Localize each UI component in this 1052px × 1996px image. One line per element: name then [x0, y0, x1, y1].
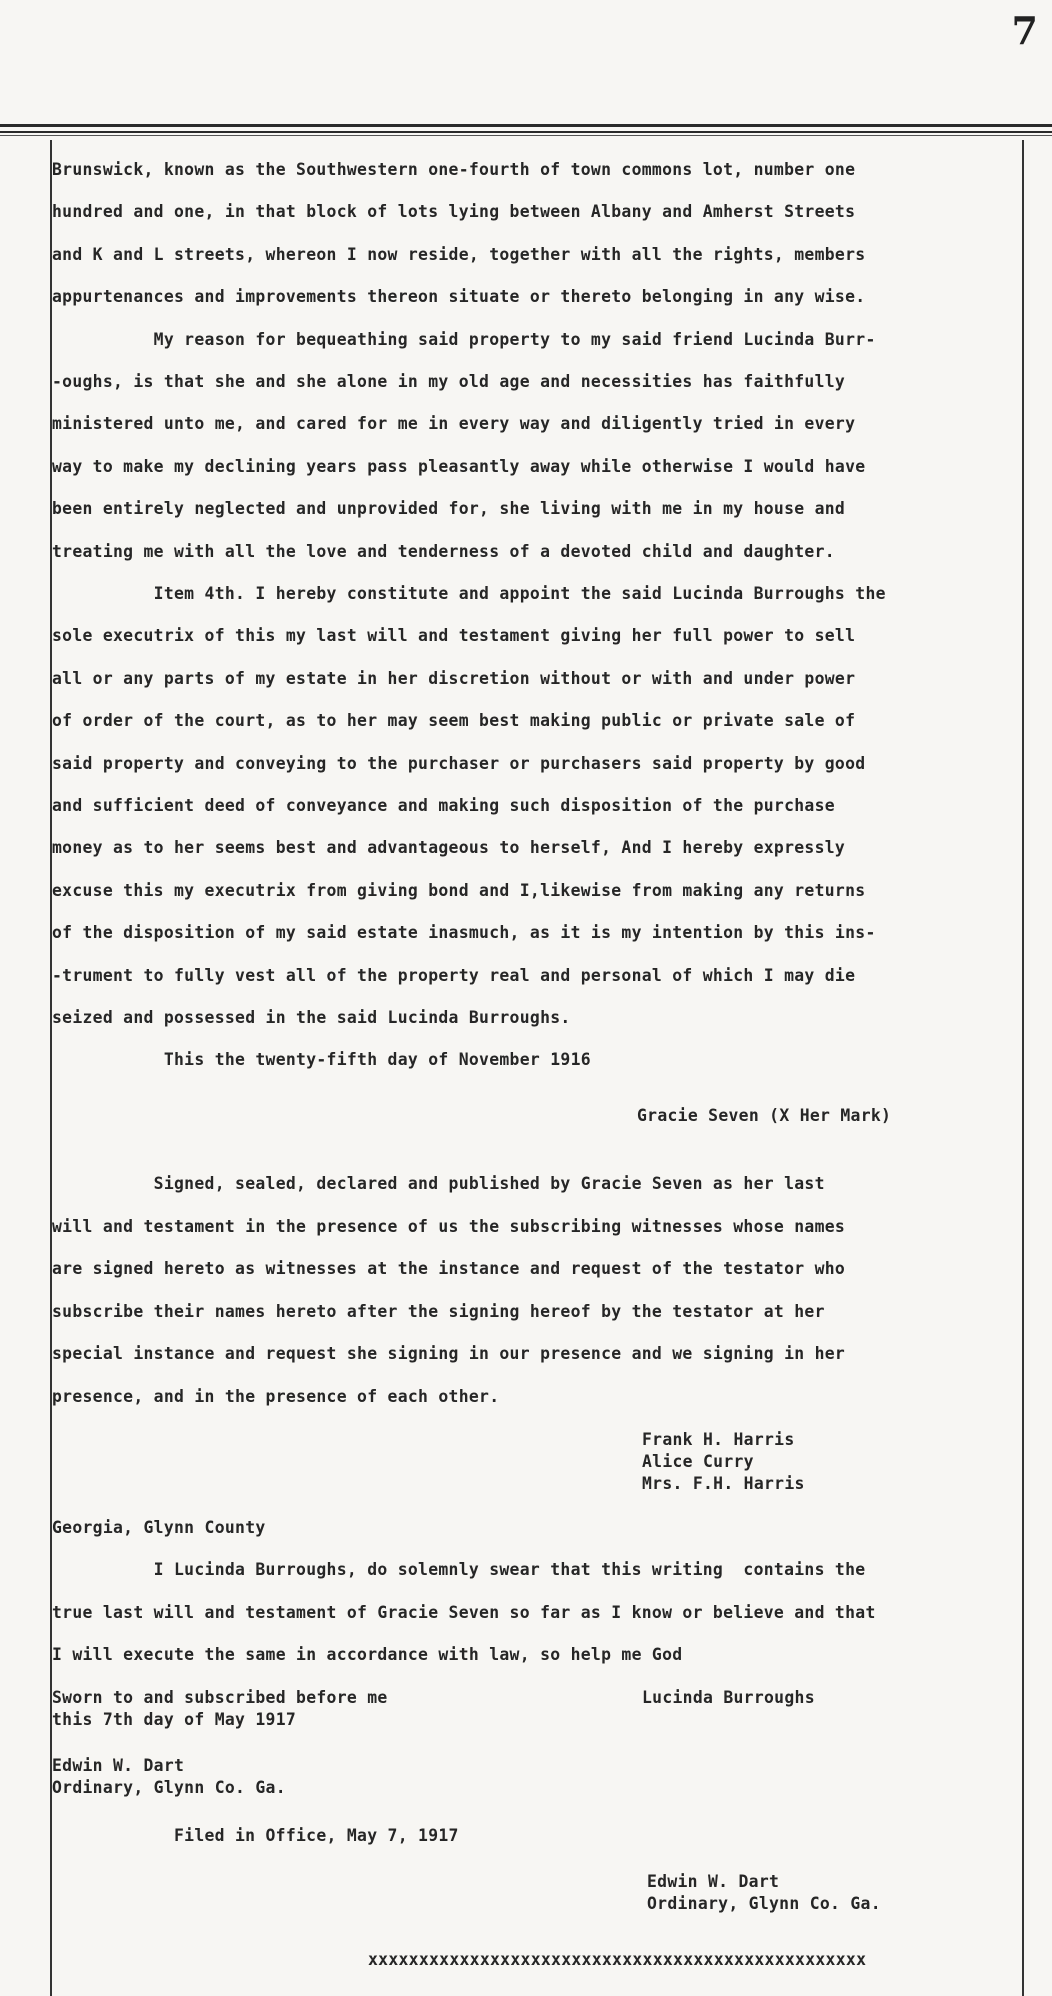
oath-line: true last will and testament of Gracie Seven so far as I know or believe and that — [52, 1603, 876, 1622]
will-line: seized and possessed in the said Lucinda Burroughs. — [52, 1008, 571, 1027]
attestation-line: will and testament in the presence of us the subscribing witnesses whose names — [52, 1217, 846, 1236]
will-line: of the disposition of my said estate inasmuch, as it is my intention by this ins- — [52, 923, 876, 942]
will-line: said property and conveying to the purchaser or purchasers said property by good — [52, 754, 866, 773]
will-line: hundred and one, in that block of lots lying between Albany and Amherst Streets — [52, 202, 856, 221]
oath-line: I will execute the same in accordance with law, so help me God — [52, 1645, 683, 1664]
will-line: Brunswick, known as the Southwestern one-fourth of town commons lot, number one — [52, 160, 856, 179]
testator-signature: Gracie Seven (X Her Mark) — [637, 1106, 892, 1125]
header-thin-rule — [0, 135, 1052, 136]
closing-x-rule: xxxxxxxxxxxxxxxxxxxxxxxxxxxxxxxxxxxxxxxxxxxxxxxxx — [368, 1950, 867, 1969]
sworn-line: this 7th day of May 1917 — [52, 1710, 297, 1729]
witness-signature: Frank H. Harris — [642, 1430, 795, 1449]
oath-heading: Georgia, Glynn County — [52, 1518, 266, 1537]
will-line: -oughs, is that she and she alone in my old age and necessities has faithfully — [52, 372, 846, 391]
will-line: sole executrix of this my last will and testament giving her full power to sell — [52, 626, 856, 645]
date-line: This the twenty-fifth day of November 1916 — [52, 1050, 591, 1069]
page-number: 7 — [1011, 8, 1038, 53]
attestation-line: subscribe their names hereto after the signing hereof by the testator at her — [52, 1302, 825, 1321]
executrix-signature: Lucinda Burroughs — [642, 1688, 815, 1707]
right-margin-rule — [1022, 140, 1024, 1996]
sworn-line: Sworn to and subscribed before me — [52, 1688, 388, 1707]
attestation-line: Signed, sealed, declared and published by Gracie Seven as her last — [52, 1174, 825, 1193]
will-line: been entirely neglected and unprovided for, she living with me in my house and — [52, 499, 846, 518]
attestation-line: are signed hereto as witnesses at the instance and request of the testator who — [52, 1259, 846, 1278]
filed-line: Filed in Office, May 7, 1917 — [174, 1826, 459, 1845]
will-line: My reason for bequeathing said property to my said friend Lucinda Burr- — [52, 330, 876, 349]
attestation-line: presence, and in the presence of each other. — [52, 1387, 500, 1406]
ordinary-line: Ordinary, Glynn Co. Ga. — [52, 1778, 286, 1797]
attestation-line: special instance and request she signing in our presence and we signing in her — [52, 1344, 846, 1363]
will-line: appurtenances and improvements thereon situate or thereto belonging in any wise. — [52, 287, 866, 306]
will-line: and sufficient deed of conveyance and making such disposition of the purchase — [52, 796, 835, 815]
will-line: money as to her seems best and advantageous to herself, And I hereby expressly — [52, 838, 846, 857]
will-line: of order of the court, as to her may seem best making public or private sale of — [52, 711, 856, 730]
will-line: excuse this my executrix from giving bond and I,likewise from making any returns — [52, 881, 866, 900]
witness-signature: Mrs. F.H. Harris — [642, 1474, 805, 1493]
ordinary-line: Edwin W. Dart — [52, 1756, 185, 1775]
final-signature: Edwin W. Dart — [647, 1872, 780, 1891]
witness-signature: Alice Curry — [642, 1452, 754, 1471]
header-double-rule — [0, 124, 1052, 133]
will-line: ministered unto me, and cared for me in every way and diligently tried in every — [52, 414, 856, 433]
final-signature: Ordinary, Glynn Co. Ga. — [647, 1894, 881, 1913]
will-line: all or any parts of my estate in her discretion without or with and under power — [52, 669, 856, 688]
will-line: -trument to fully vest all of the property real and personal of which I may die — [52, 966, 856, 985]
will-line: treating me with all the love and tenderness of a devoted child and daughter. — [52, 542, 835, 561]
will-line: way to make my declining years pass pleasantly away while otherwise I would have — [52, 457, 866, 476]
oath-line: I Lucinda Burroughs, do solemnly swear that this writing contains the — [52, 1560, 866, 1579]
will-line: and K and L streets, whereon I now reside, together with all the rights, members — [52, 245, 866, 264]
will-line: Item 4th. I hereby constitute and appoint the said Lucinda Burroughs the — [52, 584, 886, 603]
